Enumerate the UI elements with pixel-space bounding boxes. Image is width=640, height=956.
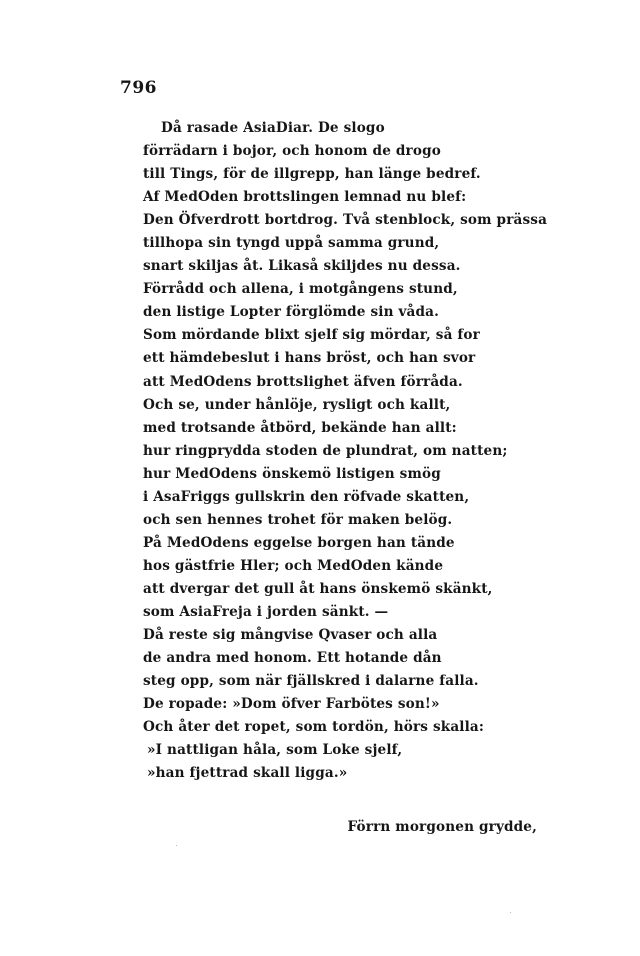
poem-line: Af MedOden brottslingen lemnad nu blef: — [143, 189, 467, 206]
poem-line: På MedOdens eggelse borgen han tände — [143, 534, 455, 551]
poem-line: förrädarn i bojor, och honom de drogo — [143, 143, 441, 160]
poem-line: De ropade: »Dom öfver Farbötes son!» — [143, 696, 440, 713]
poem-line: »I nattligan håla, som Loke sjelf, — [147, 742, 403, 759]
poem-line: den listige Lopter förglömde sin våda. — [143, 304, 440, 321]
poem-line: steg opp, som när fjällskred i dalarne falla. — [143, 673, 479, 690]
paper-speck — [176, 845, 177, 846]
poem-line: de andra med honom. Ett hotande dån — [143, 650, 442, 667]
poem-line: Förrådd och allena, i motgångens stund, — [143, 281, 458, 298]
poem-line: Och se, under hånlöje, rysligt och kallt, — [143, 396, 451, 413]
poem-line: hos gästfrie Hler; och MedOden kände — [143, 557, 444, 574]
poem-line: till Tings, för de illgrepp, han länge bedref. — [143, 166, 481, 183]
poem-text — [143, 117, 583, 785]
poem-line: hur MedOdens önskemö listigen smög — [143, 465, 441, 482]
paper-speck — [510, 912, 511, 913]
poem-line: att MedOdens brottslighet äfven förråda. — [143, 373, 463, 390]
poem-line: ett hämdebeslut i hans bröst, och han svor — [143, 350, 476, 367]
poem-line: som AsiaFreja i jorden sänkt. — — [143, 603, 389, 620]
poem-line: snart skiljas åt. Likaså skiljdes nu dessa. — [143, 258, 461, 275]
poem-line: tillhopa sin tyngd uppå samma grund, — [143, 235, 440, 252]
poem-line: Som mördande blixt sjelf sig mördar, så for — [143, 327, 480, 344]
poem-line: att dvergar det gull åt hans önskemö skänkt, — [143, 580, 493, 597]
poem-line: Den Öfverdrott bortdrog. Två stenblock, som prässa — [143, 212, 548, 229]
poem-line: Då reste sig mångvise Qvaser och alla — [143, 627, 438, 644]
page-number: 796 — [120, 78, 157, 98]
poem-line: och sen hennes trohet för maken belög. — [143, 511, 453, 528]
closing-line: Förrn morgonen grydde, — [347, 819, 537, 835]
poem-line: »han fjettrad skall ligga.» — [147, 765, 348, 782]
poem-line: Och åter det ropet, som tordön, hörs skalla: — [143, 719, 485, 736]
poem-line: med trotsande åtbörd, bekände han allt: — [143, 419, 457, 436]
poem-line: hur ringprydda stoden de plundrat, om natten; — [143, 442, 508, 459]
poem-line: i AsaFriggs gullskrin den röfvade skatten, — [143, 488, 470, 505]
poem-line: Då rasade AsiaDiar. De slogo — [161, 120, 385, 136]
